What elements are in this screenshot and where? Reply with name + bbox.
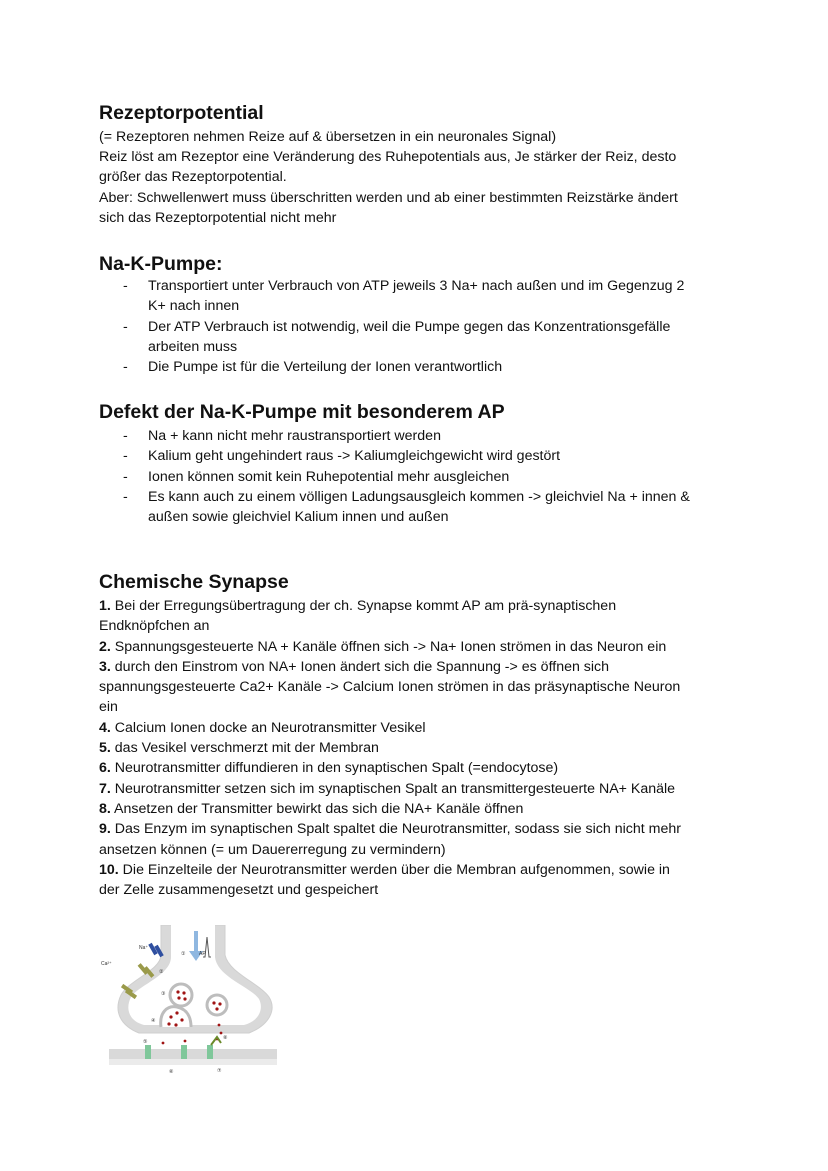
dash-bullet: - [123, 359, 128, 376]
step-line [99, 657, 739, 677]
list-item [123, 467, 743, 487]
dash-bullet: - [123, 448, 128, 465]
text-line: Reiz löst am Rezeptor eine Veränderung des Ruhepotentials aus, Je stärker der Reiz, desto [99, 149, 677, 165]
list-item [123, 446, 743, 466]
bullet-list [123, 426, 743, 527]
receptor-icon [145, 1045, 151, 1059]
text-line: Aber: Schwellenwert muss überschritten werden und ab einer bestimmten Reizstärke ändert [99, 190, 678, 206]
step-text: Die Einzelteile der Neurotransmitter werden über die Membran aufgenommen, sowie in [118, 861, 670, 878]
dash-bullet: - [123, 318, 128, 335]
step-number: 4. [99, 719, 111, 736]
figure-label: AP [199, 951, 206, 957]
enzyme-icon [211, 1037, 221, 1045]
list-item [123, 487, 743, 507]
figure-label: ⑥ [169, 1069, 174, 1075]
list-item-text: arbeiten muss [148, 338, 238, 355]
step-text: ein [99, 699, 118, 716]
step-line [99, 860, 739, 880]
postsynaptic-membrane [109, 1049, 277, 1059]
vesicle [170, 984, 192, 1006]
figure-label: Na⁺ [139, 945, 149, 951]
synapse-steps [99, 596, 739, 900]
step-text: Spannungsgesteuerte NA + Kanäle öffnen sich -> Na+ Ionen strömen in das Neuron ein [110, 638, 667, 655]
vesicle [207, 995, 227, 1015]
step-text: Bei der Erregungsübertragung der ch. Synapse kommt AP am prä-synaptischen [110, 598, 617, 614]
list-item [123, 337, 743, 357]
step-text: spannungsgesteuerte Ca2+ Kanäle -> Calcium Ionen strömen in das präsynaptische Neuron [99, 679, 681, 696]
list-item-text: Transportiert unter Verbrauch von ATP jeweils 3 Na+ nach außen und im Gegenzug 2 [148, 278, 685, 294]
postsynaptic-cytoplasm [109, 1059, 277, 1065]
step-line [99, 616, 739, 636]
list-item [123, 507, 743, 527]
list-item [123, 296, 743, 316]
step-line [99, 758, 739, 778]
receptor-icon [207, 1045, 213, 1059]
step-text: das Vesikel verschmerzt mit der Membran [110, 740, 379, 757]
step-number: 8. [99, 800, 111, 817]
step-line [99, 799, 739, 819]
synapse-diagram [99, 925, 277, 1080]
list-item-text: Na + kann nicht mehr raustransportiert werden [148, 428, 441, 444]
dash-bullet: - [123, 428, 128, 444]
list-item-text: K+ nach innen [148, 298, 240, 315]
step-line [99, 637, 739, 657]
figure-label: ② [159, 969, 164, 975]
step-number: 9. [99, 821, 111, 838]
step-line [99, 596, 739, 616]
list-item-text: Der ATP Verbrauch ist notwendig, weil die Pumpe gegen das Konzentrationsgefälle [148, 318, 671, 335]
list-item-text: Die Pumpe ist für die Verteilung der Ionen verantwortlich [148, 359, 503, 376]
step-line [99, 677, 739, 697]
section-title-na-k-pumpe: Na-K-Pumpe: [99, 253, 223, 275]
step-line [99, 779, 739, 799]
text-line: (= Rezeptoren nehmen Reize auf & übersetzen in ein neuronales Signal) [99, 129, 557, 145]
step-line [99, 819, 739, 839]
list-item-text: außen sowie gleichviel Kalium innen und außen [148, 509, 449, 526]
figure-label: ④ [151, 1018, 156, 1024]
step-text: Ansetzen der Transmitter bewirkt das sich die NA+ Kanäle öffnen [110, 800, 524, 817]
step-text: Endknöpfchen an [99, 618, 210, 635]
figure-label: ⑦ [217, 1068, 222, 1074]
section-title-rezeptorpotential: Rezeptorpotential [99, 102, 264, 124]
dash-bullet: - [123, 278, 128, 294]
dash-bullet: - [123, 468, 128, 485]
list-item [123, 276, 743, 296]
step-number: 5. [99, 740, 111, 757]
bullet-list [123, 276, 743, 377]
section-title-defekt: Defekt der Na-K-Pumpe mit besonderem AP [99, 401, 505, 423]
step-line [99, 718, 739, 738]
step-number: 7. [99, 780, 111, 797]
step-number: 10. [99, 861, 119, 878]
step-text: Calcium Ionen docke an Neurotransmitter Vesikel [110, 719, 426, 736]
list-item-text: Kalium geht ungehindert raus -> Kaliumgleichgewicht wird gestört [148, 448, 561, 465]
figure-label: ③ [161, 991, 166, 997]
figure-label: Ca²⁺ [101, 961, 112, 967]
figure-label: ⑧ [223, 1035, 228, 1041]
step-number: 1. [99, 598, 111, 614]
step-number: 3. [99, 658, 111, 675]
section-title-chemische-synapse: Chemische Synapse [99, 571, 289, 593]
text-line: größer das Rezeptorpotential. [99, 169, 287, 185]
step-text: Neurotransmitter setzen sich im synaptischen Spalt an transmittergesteuerte NA+ Kanäle [110, 780, 676, 797]
step-number: 2. [99, 638, 111, 655]
step-line [99, 840, 739, 860]
step-text: Neurotransmitter diffundieren in den synaptischen Spalt (=endocytose) [110, 760, 559, 777]
figure-label: ① [181, 951, 186, 957]
figure-label: ⑤ [143, 1039, 148, 1045]
list-item-text: Es kann auch zu einem völligen Ladungsausgleich kommen -> gleichviel Na + innen & [148, 488, 690, 505]
text-line: sich das Rezeptorpotential nicht mehr [99, 210, 337, 226]
step-number: 6. [99, 760, 111, 777]
step-text: der Zelle zusammengesetzt und gespeichert [99, 882, 379, 899]
step-text: durch den Einstrom von NA+ Ionen ändert sich die Spannung -> es öffnen sich [110, 658, 610, 675]
step-line [99, 738, 739, 758]
dash-bullet: - [123, 488, 128, 505]
step-text: Das Enzym im synaptischen Spalt spaltet die Neurotransmitter, sodass sie sich nicht mehr [110, 821, 681, 838]
list-item-text: Ionen können somit kein Ruhepotential mehr ausgleichen [148, 468, 510, 485]
step-line [99, 880, 739, 900]
list-item [123, 426, 743, 446]
receptor-icon [181, 1045, 187, 1059]
list-item [123, 357, 743, 377]
list-item [123, 317, 743, 337]
step-text: ansetzen können (= um Dauererregung zu vermindern) [99, 841, 446, 858]
step-line [99, 697, 739, 717]
